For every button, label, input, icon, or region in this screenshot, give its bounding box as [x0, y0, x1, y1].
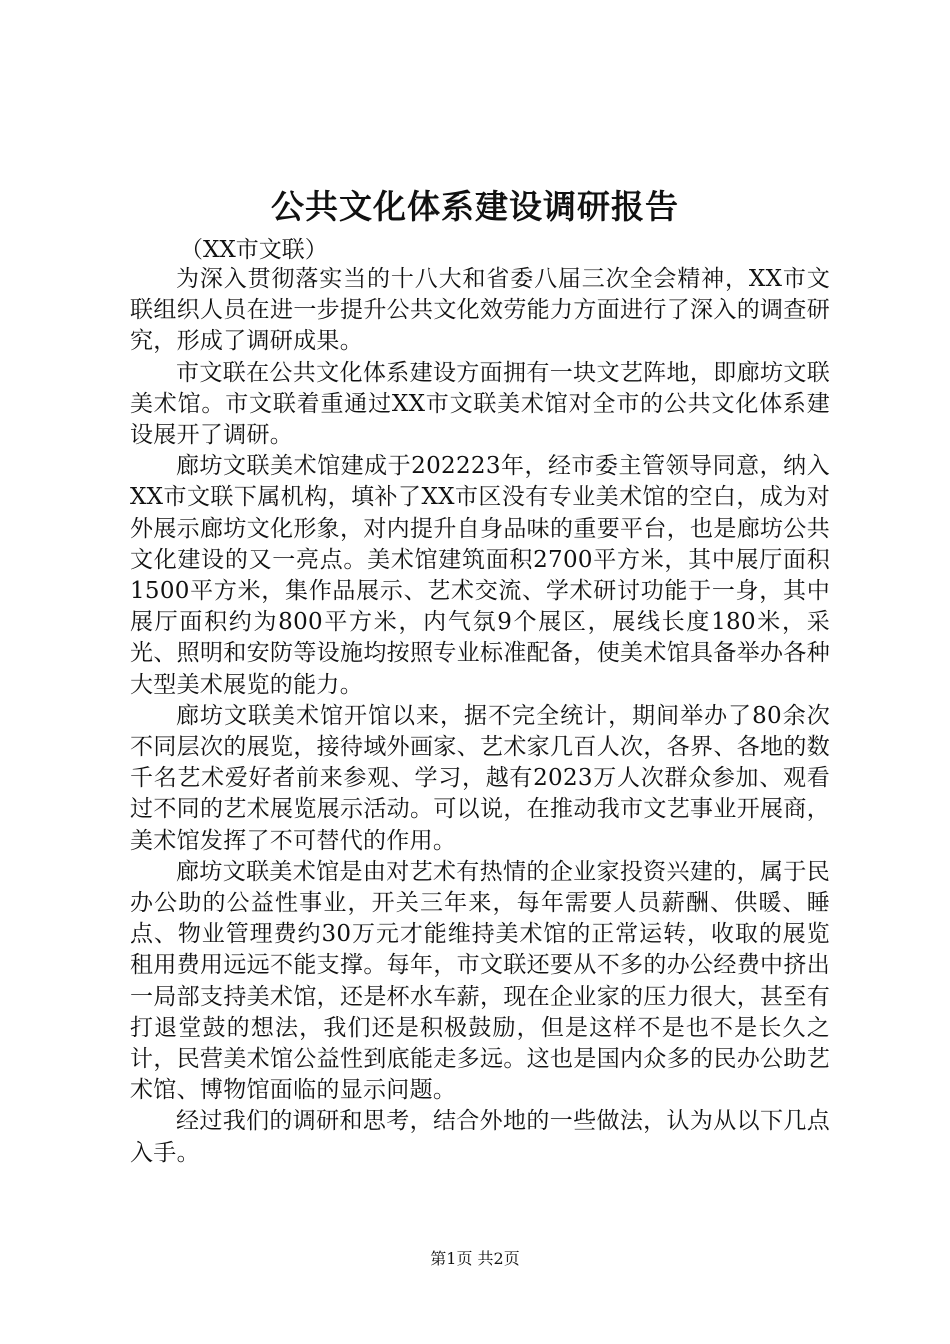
document-author: （XX市文联） — [180, 237, 328, 263]
paragraph: 廊坊文联美术馆开馆以来，据不完全统计，期间举办了80余次不同层次的展览，接待域外画家、艺术家几百人次，各界、各地的数千名艺术爱好者前来参观、学习，越有2023万人次群众参加、观看过不同的艺术展览展示活动。可以说，在推动我市文艺事业开展商，美术馆发挥了不可替代的作用。 — [130, 702, 830, 854]
paragraph: 廊坊文联美术馆建成于202223年，经市委主管领导同意，纳入XX市文联下属机构，填补了XX市区没有专业美术馆的空白，成为对外展示廊坊文化形象，对内提升自身品味的重要平台，也是廊坊公共文化建设的又一亮点。美术馆建筑面积2700平方米，其中展厅面积1500平方米，集作品展示、艺术交流、学术研讨功能于一身，其中展厅面积约为800平方米，内气氛9个展区，展线长度180米，采光、照明和安防等设施均按照专业标准配备，使美术馆具备举办各种大型美术展览的能力。 — [130, 453, 830, 698]
paragraph: 市文联在公共文化体系建设方面拥有一块文艺阵地，即廊坊文联美术馆。市文联着重通过XX市文联美术馆对全市的公共文化体系建设展开了调研。 — [130, 359, 830, 449]
document-body — [130, 264, 830, 1169]
page-number-footer: 第1页 共2页 — [430, 1249, 520, 1268]
paragraph: 为深入贯彻落实当的十八大和省委八届三次全会精神，XX市文联组织人员在进一步提升公共文化效劳能力方面进行了深入的调查研究，形成了调研成果。 — [130, 266, 830, 355]
paragraph: 廊坊文联美术馆是由对艺术有热情的企业家投资兴建的，属于民办公助的公益性事业，开关三年来，每年需要人员薪酬、供暖、睡点、物业管理费约30万元才能维持美术馆的正常运转，收取的展览租用费用远远不能支撑。每年，市文联还要从不多的办公经费中挤出一局部支持美术馆，还是杯水车薪，现在企业家的压力很大，甚至有打退堂鼓的想法，我们还是积极鼓励，但是这样不是也不是长久之计，民营美术馆公益性到底能走多远。这也是国内众多的民办公助艺术馆、博物馆面临的显示问题。 — [130, 858, 830, 1104]
document-title: 公共文化体系建设调研报告 — [271, 187, 679, 226]
paragraph: 经过我们的调研和思考，结合外地的一些做法，认为从以下几点入手。 — [130, 1108, 830, 1166]
